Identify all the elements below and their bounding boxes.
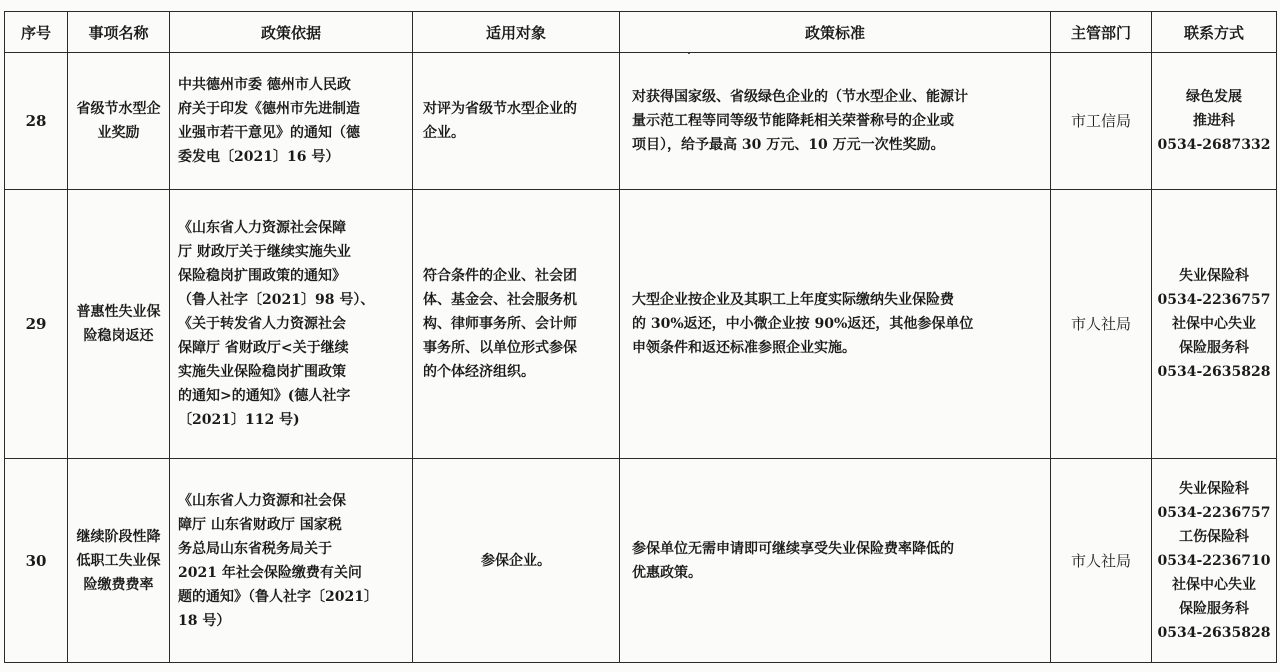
standard-line: 申领条件和返还标准参照企业实施。 [632, 340, 856, 356]
header-standard: 政策标准 [620, 12, 1051, 53]
basis-line: 《关于转发省人力资源社会 [178, 316, 346, 332]
basis-line: 《山东省人力资源和社会保 [178, 492, 346, 509]
basis-line: 保险稳岗扩围政策的通知》 [178, 268, 346, 284]
standard-line: 优惠政策。 [632, 564, 702, 581]
row-seq: 28 [5, 53, 68, 190]
row-target [413, 53, 620, 190]
basis-line: 实施失业保险稳岗扩围政策 [178, 364, 346, 380]
contact-line: 推进科 [1193, 113, 1235, 129]
basis-line: 保障厅 省财政厅<关于继续 [178, 340, 349, 356]
standard-line: 的 30%返还，中小微企业按 90%返还，其他参保单位 [632, 316, 974, 332]
basis-line: 《山东省人力资源社会保障 [178, 220, 346, 236]
contact-line: 0534-2236710 [1157, 552, 1271, 569]
target-line: 参保企业。 [481, 552, 551, 569]
target-line: 企业。 [423, 125, 465, 141]
basis-line: 障厅 山东省财政厅 国家税 [178, 516, 342, 533]
contact-line: 工伤保险科 [1179, 528, 1249, 545]
target-line: 构、律师事务所、会计师 [423, 316, 577, 332]
row-standard [620, 459, 1051, 663]
row-seq: 29 [5, 190, 68, 459]
contact-line: 0534-2687332 [1157, 137, 1271, 153]
contact-line: 0534-2635828 [1157, 624, 1271, 641]
contact-line: 0534-2236757 [1157, 292, 1271, 308]
row-contact [1152, 190, 1277, 459]
header-contact: 联系方式 [1152, 12, 1277, 53]
contact-line: 社保中心失业 [1172, 316, 1256, 332]
row-basis [170, 53, 413, 190]
contact-line: 0534-2635828 [1157, 364, 1271, 380]
row-dept: 市工信局 [1051, 53, 1152, 190]
contact-line: 绿色发展 [1186, 89, 1242, 105]
target-line: 事务所、以单位形式参保 [423, 340, 577, 356]
standard-line: 参保单位无需申请即可继续享受失业保险费率降低的 [632, 540, 954, 557]
row-seq: 30 [5, 459, 68, 663]
basis-line: 的通知>的通知》(德人社字 [178, 388, 351, 404]
row-contact [1152, 53, 1277, 190]
standard-line: 对获得国家级、省级绿色企业的（节水型企业、能源计 [632, 89, 968, 105]
header-name: 事项名称 [68, 12, 170, 53]
row-name-cell [68, 459, 170, 663]
row-target [413, 459, 620, 663]
basis-line: 18 号） [178, 612, 231, 629]
row-standard [620, 190, 1051, 459]
contact-line: 保险服务科 [1179, 340, 1249, 356]
row-target [413, 190, 620, 459]
target-line: 体、基金会、社会服务机 [423, 292, 577, 308]
row-dept: 市人社局 [1051, 459, 1152, 663]
contact-line: 失业保险科 [1179, 268, 1249, 284]
contact-line: 0534-2236757 [1157, 504, 1271, 521]
basis-line: 委发电〔2021〕16 号） [178, 149, 340, 165]
header-target: 适用对象 [413, 12, 620, 53]
contact-line: 失业保险科 [1179, 480, 1249, 497]
basis-line: （鲁人社字〔2021〕98 号）、 [178, 292, 375, 308]
row-name: 继续阶段性降低职工失业保险缴费费率 [76, 528, 161, 593]
basis-line: 2021 年社会保险缴费有关问 [178, 564, 362, 581]
row-basis [170, 190, 413, 459]
basis-line: 〔2021〕112 号) [178, 412, 300, 428]
header-basis: 政策依据 [170, 12, 413, 53]
row-dept: 市人社局 [1051, 190, 1152, 459]
header-row [5, 12, 1277, 53]
contact-line: 保险服务科 [1179, 600, 1249, 617]
row-name: 省级节水型企业奖励 [76, 101, 161, 141]
basis-line: 厅 财政厅关于继续实施失业 [178, 244, 351, 260]
header-seq: 序号 [5, 12, 68, 53]
basis-line: 务总局山东省税务局关于 [178, 540, 332, 557]
standard-line: 量示范工程等同等级节能降耗相关荣誉称号的企业或 [632, 113, 954, 129]
row-basis [170, 459, 413, 663]
standard-line: 项目），给予最高 30 万元、10 万元一次性奖励。 [632, 137, 945, 153]
row-name-cell [68, 190, 170, 459]
table-row [5, 190, 1277, 459]
row-contact [1152, 459, 1277, 663]
table-row [5, 459, 1277, 663]
standard-line: 大型企业按企业及其职工上年度实际缴纳失业保险费 [632, 292, 954, 308]
target-line: 符合条件的企业、社会团 [423, 268, 577, 284]
table-row [5, 53, 1277, 190]
basis-line: 府关于印发《德州市先进制造 [178, 101, 360, 117]
row-name-cell [68, 53, 170, 190]
basis-line: 题的通知》（鲁人社字〔2021〕 [178, 588, 378, 605]
target-line: 的个体经济组织。 [423, 364, 535, 380]
header-dept: 主管部门 [1051, 12, 1152, 53]
basis-line: 业强市若干意见》的通知（德 [178, 125, 360, 141]
target-line: 对评为省级节水型企业的 [423, 101, 577, 117]
row-name: 普惠性失业保险稳岗返还 [76, 304, 161, 344]
row-standard [620, 53, 1051, 190]
contact-line: 社保中心失业 [1172, 576, 1256, 593]
basis-line: 中共德州市委 德州市人民政 [178, 77, 351, 93]
policy-table [4, 11, 1277, 663]
